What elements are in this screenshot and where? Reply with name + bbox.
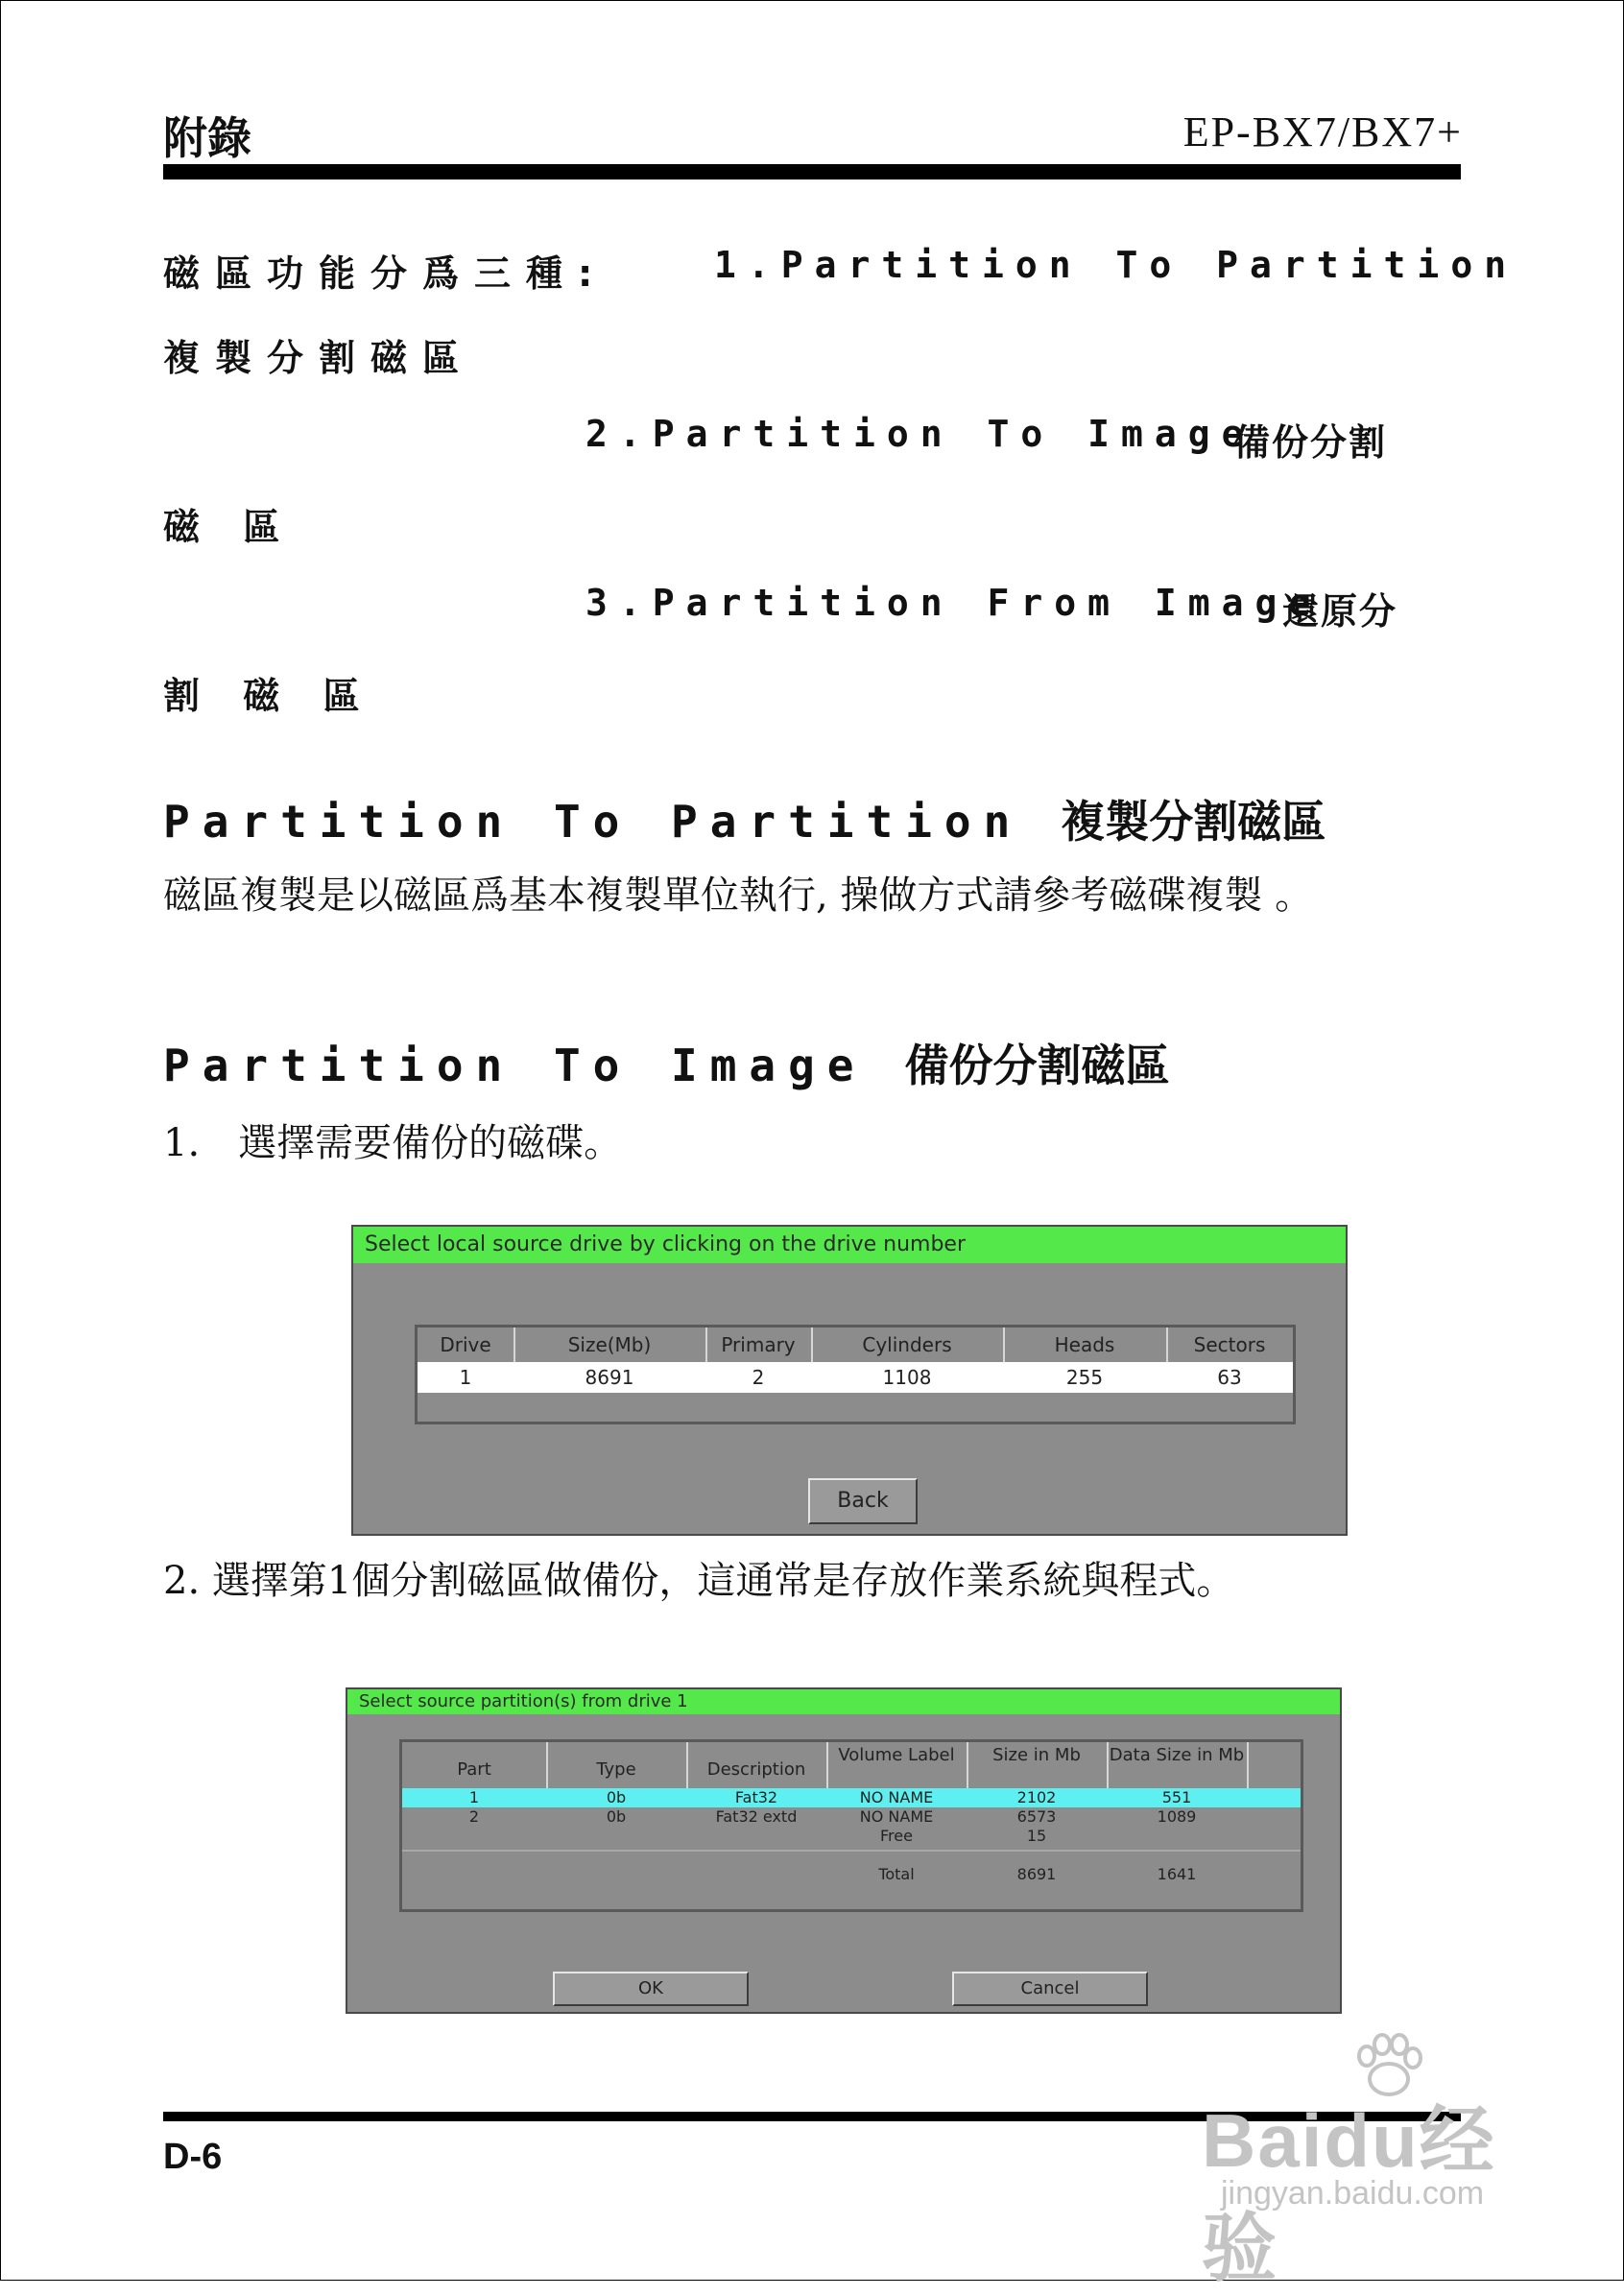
intro-item-3: 3.Partition From Image <box>585 582 1323 624</box>
cell-data-size: 551 <box>1161 1788 1192 1806</box>
cell-part: 2 <box>468 1807 480 1826</box>
intro-lead: 磁區功能分爲三種: <box>163 252 609 295</box>
back-button[interactable]: Back <box>808 1478 918 1524</box>
cell-heads: 255 <box>1065 1366 1104 1389</box>
cell-size: 8691 <box>585 1366 634 1389</box>
cell-volume-label: NO NAME <box>859 1788 934 1806</box>
column-divider <box>686 1742 688 1788</box>
total-divider <box>402 1850 1301 1852</box>
total-label: Total <box>878 1865 915 1883</box>
section-title-cjk: 備份分割磁區 <box>904 1040 1170 1091</box>
baidu-watermark <box>1202 2033 1518 2290</box>
intro-item-3-cjk-cont: 割 磁 區 <box>163 675 375 717</box>
cell-description: Fat32 <box>734 1788 778 1806</box>
column-header: Volume Label <box>838 1745 955 1765</box>
partition-table-header <box>402 1742 1301 1790</box>
intro-item-3-cjk: 還原分 <box>1282 590 1398 633</box>
column-header: Cylinders <box>862 1333 952 1356</box>
section-title-partition-to-partition <box>163 787 1325 850</box>
cell-data-size: 1089 <box>1157 1807 1197 1826</box>
window-title-bar: Select source partition(s) from drive 1 <box>347 1689 1340 1714</box>
total-data-size: 1641 <box>1157 1865 1197 1883</box>
cell-sectors: 63 <box>1217 1366 1242 1389</box>
column-header: Sectors <box>1193 1333 1266 1356</box>
header-model-name: EP-BX7/BX7+ <box>1182 108 1463 155</box>
column-header: Type <box>596 1759 636 1780</box>
column-divider <box>967 1742 968 1788</box>
header-section-label: 附錄 <box>163 112 251 164</box>
section-title-en: Partition To Partition <box>163 796 1023 848</box>
section-title-partition-to-image <box>163 1031 1170 1094</box>
cancel-button[interactable]: Cancel <box>952 1972 1148 2006</box>
cell-size: 6573 <box>1016 1807 1057 1826</box>
section-title-en: Partition To Image <box>163 1040 867 1091</box>
intro-item-2-cjk: 備份分割 <box>1233 421 1388 464</box>
intro-item-1-cjk: 複製分割磁區 <box>163 337 475 379</box>
partition-row-selected[interactable] <box>402 1788 1301 1807</box>
total-row <box>402 1865 1301 1884</box>
column-header: Description <box>706 1759 806 1780</box>
drive-select-window <box>351 1225 1348 1536</box>
cell-drive: 1 <box>459 1366 472 1389</box>
drive-table-header <box>418 1327 1293 1364</box>
cell-type: 0b <box>606 1788 627 1806</box>
step-2-text: 2. 選擇第1個分割磁區做備份，這通常是存放作業系統與程式。 <box>163 1559 1235 1603</box>
partition-select-window <box>346 1687 1342 2014</box>
free-label: Free <box>880 1827 913 1845</box>
cell-primary: 2 <box>752 1366 765 1389</box>
column-header: Part <box>457 1759 491 1780</box>
cell-size: 2102 <box>1016 1788 1057 1806</box>
watermark-main: Baidu经验 <box>1202 2098 1496 2290</box>
partition-table <box>399 1739 1303 1912</box>
header-rule <box>163 164 1461 179</box>
column-header: Heads <box>1054 1333 1115 1356</box>
total-size: 8691 <box>1016 1865 1057 1883</box>
cell-description: Fat32 extd <box>715 1807 798 1826</box>
intro-item-2-cjk-cont: 磁 區 <box>163 506 296 548</box>
free-row <box>402 1827 1301 1846</box>
free-size: 15 <box>1026 1827 1047 1845</box>
column-header: Primary <box>721 1333 796 1356</box>
column-divider <box>1107 1742 1109 1788</box>
column-divider <box>513 1327 515 1362</box>
cell-volume-label: NO NAME <box>859 1807 934 1826</box>
cell-type: 0b <box>606 1807 627 1826</box>
intro-item-1: 1.Partition To Partition <box>714 244 1518 286</box>
drive-row[interactable] <box>418 1362 1293 1393</box>
column-header: Drive <box>440 1333 491 1356</box>
cell-cylinders: 1108 <box>882 1366 932 1389</box>
column-header: Size in Mb <box>992 1745 1081 1765</box>
column-divider <box>811 1327 813 1362</box>
column-divider <box>1247 1742 1249 1788</box>
ok-button[interactable]: OK <box>553 1972 749 2006</box>
step-1-text: 1. 選擇需要備份的磁碟。 <box>163 1121 623 1165</box>
watermark-url: jingyan.baidu.com <box>1221 2175 1485 2212</box>
column-divider <box>546 1742 548 1788</box>
cell-part: 1 <box>468 1788 480 1806</box>
section-title-cjk: 複製分割磁區 <box>1061 796 1326 848</box>
window-title-bar: Select local source drive by clicking on the drive number <box>353 1227 1346 1263</box>
column-divider <box>826 1742 828 1788</box>
drive-table <box>415 1325 1296 1424</box>
column-divider <box>705 1327 707 1362</box>
partition-row[interactable] <box>402 1807 1301 1827</box>
section1-body: 磁區複製是以磁區爲基本複製單位執行, 操做方式請參考磁碟複製 。 <box>163 873 1314 918</box>
column-header: Size(Mb) <box>567 1333 652 1356</box>
page-number: D-6 <box>163 2137 223 2177</box>
intro-item-2: 2.Partition To Image <box>585 413 1255 455</box>
column-header: Data Size in Mb <box>1109 1745 1245 1765</box>
column-divider <box>1003 1327 1005 1362</box>
column-divider <box>1166 1327 1168 1362</box>
